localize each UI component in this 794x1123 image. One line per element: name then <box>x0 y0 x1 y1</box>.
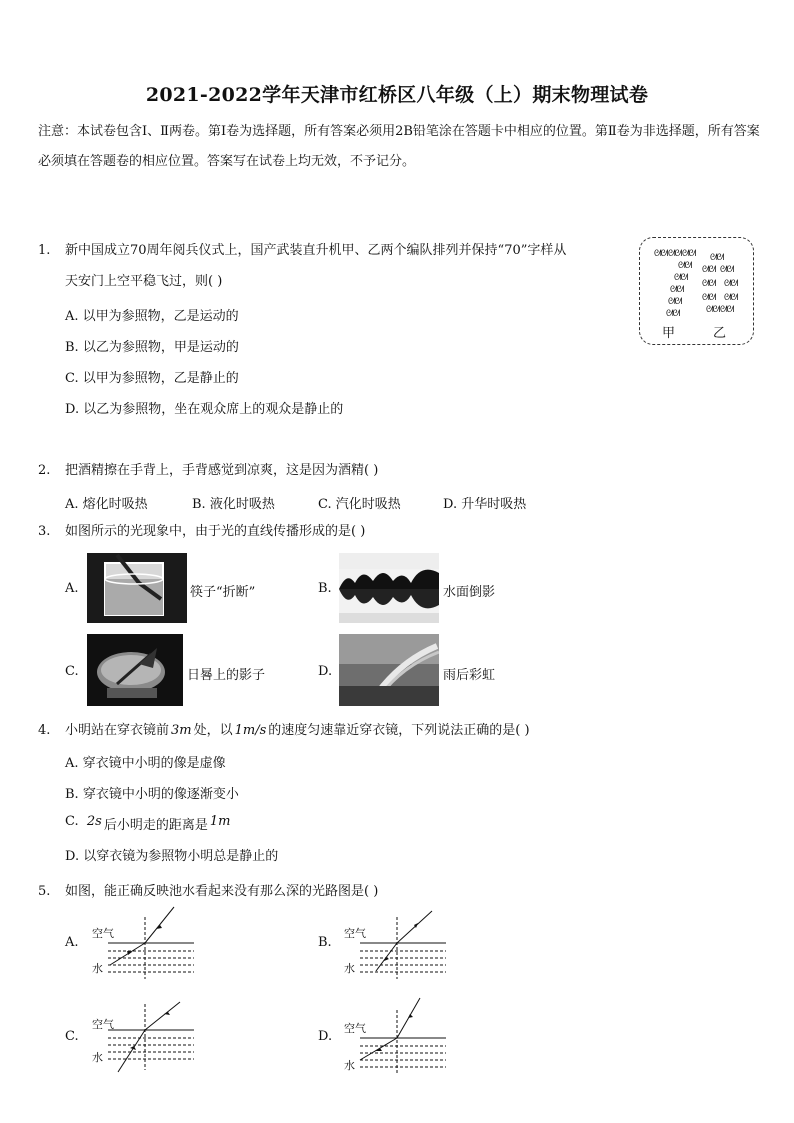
helicopter-icon: ᘛᘛ <box>720 265 734 275</box>
q4-option-c-time: 2s <box>86 814 102 829</box>
q1-text-line1: 新中国成立70周年阅兵仪式上，国产武装直升机甲、乙两个编队排列并保持“70”字样从 <box>65 243 567 258</box>
sundial-shadow-photo <box>87 634 183 706</box>
q1-number: 1. <box>38 243 51 258</box>
q4-option-c-letter: C. <box>65 814 87 829</box>
q5-option-a-letter: A. <box>65 935 79 950</box>
q3-option-b-letter: B. <box>318 581 332 596</box>
rainbow-photo <box>339 634 439 706</box>
q5-a-light-path-diagram <box>88 903 198 983</box>
q5-d-air-label: 空气 <box>344 1022 366 1035</box>
q1-option-b: B. 以乙为参照物，甲是运动的 <box>65 340 239 355</box>
q3-option-d-letter: D. <box>318 664 333 679</box>
q3-option-c-letter: C. <box>65 664 79 679</box>
q5-b-light-path-diagram <box>340 903 450 983</box>
q4-option-b: B. 穿衣镜中小明的像逐渐变小 <box>65 787 239 802</box>
q4-option-c-text: 后小明走的距离是 <box>103 818 208 833</box>
helicopter-icon: ᘛᘛ <box>668 297 682 307</box>
exam-notice: 注意：本试卷包含Ⅰ、Ⅱ两卷。第Ⅰ卷为选择题，所有答案必须用2B铅笔涂在答题卡中相应的位置。第Ⅱ卷为非选择题，所有答案必须填在答题卷的相应位置。答案写在试卷上均无效，不予记分。 <box>38 124 760 169</box>
q2-option-b: B. 液化时吸热 <box>192 497 275 512</box>
q3-option-a-letter: A. <box>65 581 79 596</box>
helicopter-icon: ᘛᘛ <box>654 249 668 259</box>
helicopter-icon: ᘛᘛ <box>724 293 738 303</box>
q5-option-b-letter: B. <box>318 935 332 950</box>
q4-option-c-distance: 1m <box>209 814 231 829</box>
q4-text-part2: 处，以 <box>193 723 233 738</box>
q4-option-a: A. 穿衣镜中小明的像是虚像 <box>65 756 226 771</box>
water-reflection-photo <box>339 553 439 623</box>
q5-number: 5. <box>38 884 51 899</box>
chopstick-in-water-photo <box>87 553 187 623</box>
q4-option-d: D. 以穿衣镜为参照物小明总是静止的 <box>65 849 279 864</box>
helicopter-icon: ᘛᘛ <box>678 261 692 271</box>
page-title: 2021-2022学年天津市红桥区八年级（上）期末物理试卷 <box>145 84 649 106</box>
q2-option-d: D. 升华时吸热 <box>443 497 527 512</box>
formation-label-jia: 甲 <box>662 326 676 341</box>
q2-option-a: A. 熔化时吸热 <box>65 497 148 512</box>
q4-distance-value: 3m <box>171 723 192 738</box>
helicopter-icon: ᘛᘛ <box>710 253 724 263</box>
helicopter-icon: ᘛᘛ <box>682 249 696 259</box>
q5-c-water-label: 水 <box>92 1051 103 1064</box>
q3-option-b-caption: 水面倒影 <box>443 585 496 600</box>
q4-text-part1: 小明站在穿衣镜前 <box>65 723 170 738</box>
q4-text <box>65 715 530 746</box>
helicopter-icon: ᘛᘛ <box>670 285 684 295</box>
q3-option-d-caption: 雨后彩虹 <box>443 668 496 683</box>
q1-option-d: D. 以乙为参照物，坐在观众席上的观众是静止的 <box>65 402 344 417</box>
q5-c-air-label: 空气 <box>92 1018 114 1031</box>
helicopter-icon: ᘛᘛ <box>666 309 680 319</box>
q2-number: 2. <box>38 463 51 478</box>
q3-option-c-caption: 日晷上的影子 <box>187 668 266 683</box>
q5-b-air-label: 空气 <box>344 927 366 940</box>
q2-option-c: C. 汽化时吸热 <box>318 497 401 512</box>
q5-a-air-label: 空气 <box>92 927 114 940</box>
helicopter-icon: ᘛᘛ <box>668 249 682 259</box>
q3-text: 如图所示的光现象中，由于光的直线传播形成的是( ) <box>65 524 366 539</box>
q5-d-light-path-diagram <box>340 996 450 1076</box>
q5-b-water-label: 水 <box>344 962 355 975</box>
formation-label-yi: 乙 <box>713 326 727 341</box>
q4-text-part3: 的速度匀速靠近穿衣镜，下列说法正确的是( ) <box>268 723 530 738</box>
helicopter-icon: ᘛᘛ <box>724 279 738 289</box>
q3-number: 3. <box>38 524 51 539</box>
q5-d-water-label: 水 <box>344 1059 355 1072</box>
q5-a-water-label: 水 <box>92 962 103 975</box>
helicopter-icon: ᘛᘛ <box>702 279 716 289</box>
q4-number: 4. <box>38 723 51 738</box>
q4-speed-value: 1m/s <box>234 723 267 738</box>
q5-text: 如图，能正确反映池水看起来没有那么深的光路图是( ) <box>65 884 379 899</box>
helicopter-formation-figure <box>639 237 754 345</box>
q1-text-line2: 天安门上空平稳飞过，则( ) <box>65 274 223 289</box>
helicopter-icon: ᘛᘛ <box>720 305 734 315</box>
q4-option-c <box>65 814 230 833</box>
q1-option-a: A. 以甲为参照物，乙是运动的 <box>65 309 239 324</box>
q2-text: 把酒精擦在手背上，手背感觉到凉爽，这是因为酒精( ) <box>65 463 379 478</box>
q5-option-c-letter: C. <box>65 1029 79 1044</box>
q3-option-a-caption: 筷子“折断” <box>190 585 256 600</box>
q5-option-d-letter: D. <box>318 1029 333 1044</box>
q5-c-light-path-diagram <box>88 996 198 1076</box>
helicopter-icon: ᘛᘛ <box>674 273 688 283</box>
helicopter-icon: ᘛᘛ <box>702 293 716 303</box>
helicopter-icon: ᘛᘛ <box>706 305 720 315</box>
helicopter-icon: ᘛᘛ <box>702 265 716 275</box>
q1-option-c: C. 以甲为参照物，乙是静止的 <box>65 371 239 386</box>
